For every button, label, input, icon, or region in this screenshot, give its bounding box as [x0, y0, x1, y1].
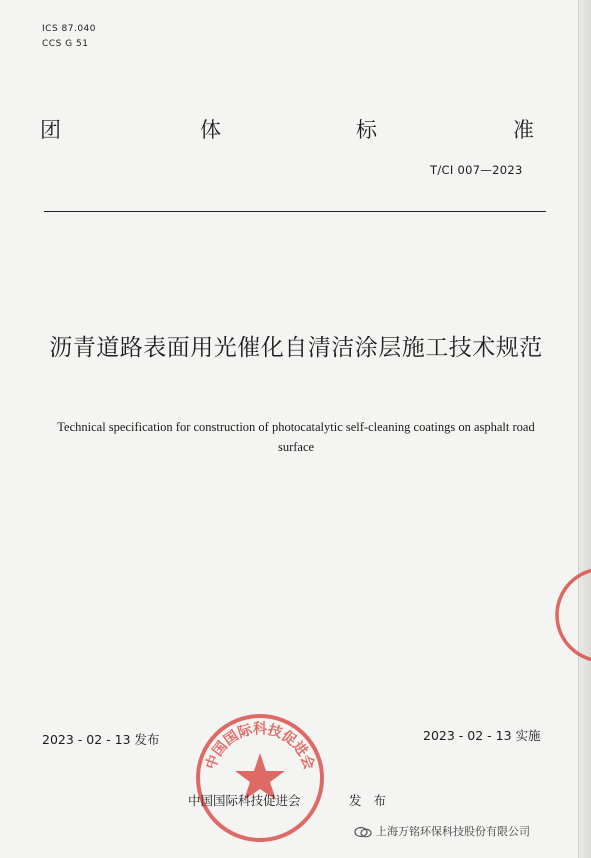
english-title: Technical specification for construction of photocatalytic self-cleaning coatings on asphalt road surface	[57, 420, 535, 454]
implement-date: 2023 - 02 - 13 实施	[423, 728, 541, 743]
wechat-icon	[354, 826, 372, 838]
heading-char-1: 团	[40, 118, 61, 142]
ccs-code: CCS G 51	[42, 39, 89, 49]
classification-codes	[42, 22, 96, 52]
watermark-text: 上海万铭环保科技股份有限公司	[376, 825, 530, 838]
heading-char-3: 标	[356, 118, 377, 142]
issue-verb: 发 布	[349, 793, 390, 808]
header-divider	[44, 211, 546, 212]
source-watermark	[354, 823, 530, 839]
ics-code: ICS 87.040	[42, 24, 97, 34]
chinese-title: 沥青道路表面用光催化自清洁涂层施工技术规范	[49, 335, 543, 361]
side-seal-fragment	[553, 560, 591, 670]
heading-char-2: 体	[200, 118, 221, 142]
official-seal-stamp	[193, 711, 327, 845]
issuing-organization: 中国国际科技促进会	[188, 793, 301, 808]
standard-type-heading	[0, 114, 591, 144]
standard-number: T/CI 007—2023	[430, 163, 523, 177]
publish-date: 2023 - 02 - 13 发布	[42, 732, 160, 747]
seal-text: 中国国际科技促进会	[203, 721, 317, 772]
heading-char-4: 准	[513, 118, 534, 142]
